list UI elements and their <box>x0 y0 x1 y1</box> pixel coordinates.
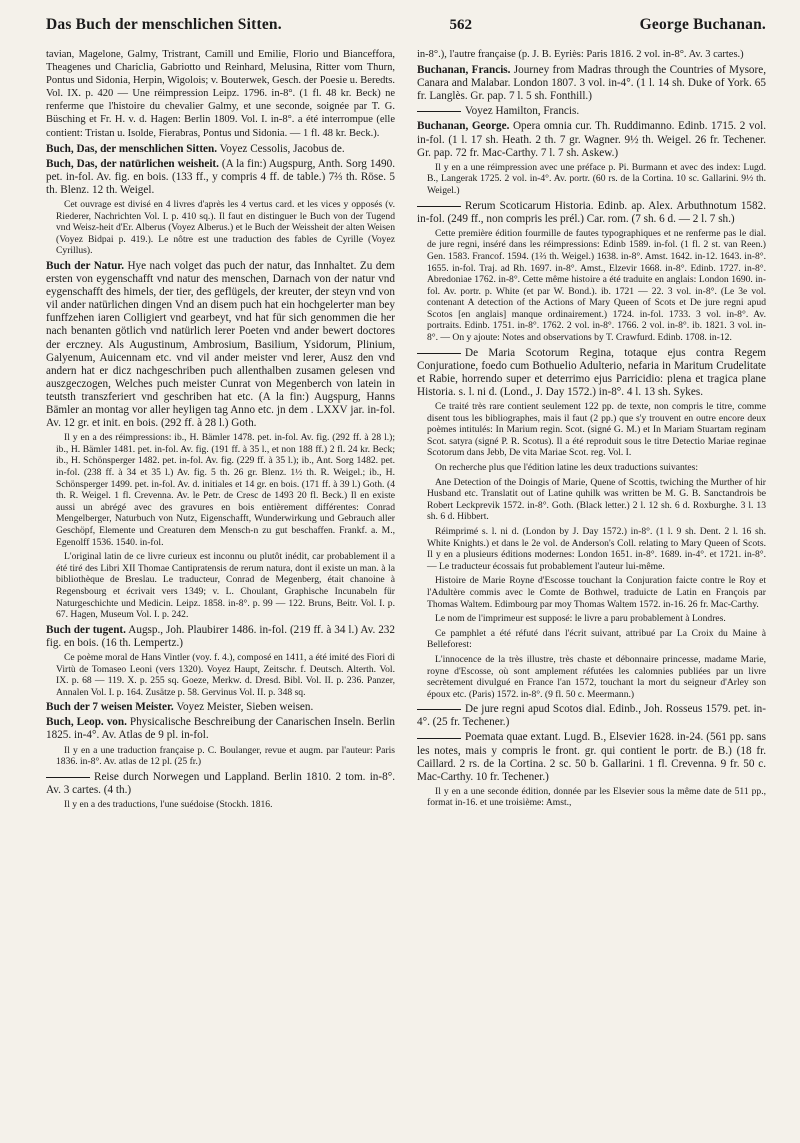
ditto-dash <box>417 738 461 739</box>
two-column-body <box>46 48 766 814</box>
entry-heading: Buch, Das, der menschlichen Sitten. <box>46 142 218 155</box>
entry-text: Hye nach volget das puch der natur, das Innhaltet. Zu dem ersten von eygenschafft vnd natur des menschen, Darnach von der natur vnd eygenschafft des himels, der tier, des geflügels, der kreuter, der steyn vnd von vil ander natürlichen dingen Vnd an disem puch hat ein hochgelerter man bey funffzehen iaren Colligiert vnd gearbeyt, vnd hat für sich genommen die her nach benanten götlich vnd natürlich lerer Poeten vnd ander bewert doctores der erczney. Als Augustinum, Ambrosium, Basilium, Ysidorum, Plinium, Galyenum, Auicennam etc. vnd vil ander meister vnd lerer, Ausz den vnd andern hat er dicz nachgeschriben puch allenthalben zusamen gelesen vnd auszgeczogen, Welches puch meister Cunrat von Megenberch von latein in teutsth transzferiert vnd geschriben hat etc. (A la fin:) Augspurg, Hanns Bämler an montag vor aller heyligen tag Anno etc. jn dem . LXXV jar. in-fol. Av. 12 gr. et init. en bois. (292 ff. à 28 l.) Goth. <box>46 260 395 430</box>
sub-entry <box>417 347 766 399</box>
entry-heading: Buch, Das, der natürlichen weisheit. <box>46 157 219 170</box>
sub-entry-text: Poemata quae extant. Lugd. B., Elsevier 1628. in-24. (561 pp. sans les notes, mais y compris le front. gr. qui contient le portr. de B.) (18 fr. Caillard. 2 rs. de la Cortina. 2 sc. 50 b. Gallarini. 1 fl. Crevenna. 9 fr. 50 c. Mac-Carthy. 10 fr. Techener.) <box>417 731 766 783</box>
entry-note: Il y en a des réimpressions: ib., H. Bämler 1478. pet. in-fol. Av. fig. (292 ff. à 28 l.); ib., H. Bämler 1481. pet. in-fol. Av. fig. (191 ff. à 35 l., et non 188 ff.) 2 fl. 24 kr. Beck; ib., H. Schönsperger 1482. pet. in-fol. Av. fig. (229 ff. à 35 l.); ib., Ant. Sorg 1482. pet. in-fol. (238 ff. à 34 et 35 l.) Av. fig. 5 th. 26 gr. Blenz. 1½ th. R. Weigel.; ib., H. Schönsperger 1499. pet. in-fol. Av. d. initiales et 14 gr. en bois. (171 ff. à 39 l.) Goth. (4 th. R. Weigel. 1 fl. Crevenna. Av. le Petr. de Cresc de 1493 20 fl. Beck.) Il en existe aussi un abrégé avec des gravures en bois entièrement différentes: Conrad Mengelberger, Naturbuch von Nutz, Eigenschafft, Wunderwirkung und Gebrauch aller Geschöpf, Elemente und Creaturen dem Mensch-n zu gut beschaffen. Frankf. a. M., Egenolff 1536. 1540. in-fol. <box>56 432 395 548</box>
entry-note: L'innocence de la très illustre, très chaste et débonnaire princesse, madame Marie, royne d'Escosse, où sont amplement réfutées les calomnies publiées par un livre secrètement divulgué en France l'an 1572, touchant la mort du seigneur d'Arley son époux etc. (Paris) 1572. in-8°. (9 fl. 50 c. Meermann.) <box>427 653 766 700</box>
entry-text: (A la fin:) Augspurg, Anth. Sorg 1490. pet. in-fol. Av. fig. en bois. (133 ff., y compris 4 ff. de table.) 7⅔ th. Röse. 5 th. Blenz. 12 th. Weigel. <box>46 157 395 196</box>
sub-entry <box>417 200 766 226</box>
header-left-title: Das Buch der menschlichen Sitten. <box>46 16 282 33</box>
entry-note: Histoire de Marie Royne d'Escosse touchant la Conjuration faicte contre le Roy et l'Adultère commis avec le Comte de Bothwel, traduicte de Latin en François par Thomas Waltem. Edimbourg par moy Thomas Waltem 1572. in-16. 26 fr. Mac-Carthy. <box>427 575 766 610</box>
entry-text: Voyez Cessolis, Jacobus de. <box>217 142 345 155</box>
sub-entry <box>417 731 766 783</box>
entry-note: Ce poème moral de Hans Vintler (voy. f. 4.), composé en 1411, a été imité des Fiori di Virtù de Tomaseo Leoni (vers 1320). Voyez Haupt, Zeitschr. f. Deutsch. Alterth. Vol. IX. p. 68 — 119. X. p. 255 sq. Goeze, Merkw. d. Dresd. Bibl. Vol. II. p. 236. Panzer, Annalen Vol. I. p. 164. Zusätze p. 58. Gervinus Vol. II. p. 348 sq. <box>56 651 395 698</box>
bibliography-entry <box>46 158 395 197</box>
entry-text: Physicalische Beschreibung der Canarischen Inseln. Berlin 1825. in-4°. Av. Atlas de 9 pl. in-fol. <box>46 716 396 742</box>
entry-note: L'original latin de ce livre curieux est inconnu ou plutôt inédit, car probablement il a été tiré des Libri XII Thomae Cantipratensis de rerum natura, dont il existe un man. à la bibliothèque de Breslau. Le traducteur, Conrad de Megenberg, était chanoine à Regensbourg et écrivait vers 1349; v. L. Choulant, Graphische Incunabeln für Naturgeschichte und Medicin. Leipz. 1858. in-8°. p. 99 — 122. Bruns, Beitr. Vol. I. p. 67. Hagen, Museum Vol. I. p. 242. <box>56 551 395 621</box>
left-column <box>46 48 395 814</box>
entry-heading: Buch der Natur. <box>46 260 125 272</box>
bibliography-entry <box>417 64 766 103</box>
bibliography-entry <box>46 143 395 156</box>
entry-note: On recherche plus que l'édition latine les deux traductions suivantes: <box>435 462 699 473</box>
ditto-dash <box>417 206 461 207</box>
entry-note: Il y en a une traduction française p. C. Boulanger, revue et augm. par l'auteur: Paris 1836. in-8°. Av. atlas de 12 pl. (25 fr.) <box>56 744 395 768</box>
entry-heading: Buch, Leop. von. <box>46 716 127 729</box>
entry-note: Ane Detection of the Doingis of Marie, Quene of Scottis, twiching the Murther of hir Husband etc. Translatit out of Latine quhilk was written be M. G. B. Sanctandrois be Robert Leckprevik 1572. in-8°. Goth. (Black letter.) 2 l. 12 sh. 6 d. Roxburghe. 3 l. 13 sh. 6 d. Hibbert. <box>427 476 766 523</box>
sub-entry-text: Rerum Scoticarum Historia. Edinb. ap. Alex. Arbuthnotum 1582. in-fol. (249 ff., non compris les prél.) Car. rom. (7 sh. 6 d. — 2 l. 7 sh.) <box>417 199 766 225</box>
entry-text: Journey from Madras through the Countries of Mysore, Canara and Malabar. London 1807. 3 vol. in-4°. (1 l. 14 sh. Duke of York. 65 fr. Langlès. Gr. pap. 7 l. 5 sh. Fonthill.) <box>417 64 766 103</box>
sub-entry <box>417 105 766 118</box>
entry-text: Augsp., Joh. Plaubirer 1486. in-fol. (219 ff. à 34 l.) Av. 232 fig. en bois. (16 th. Lempertz.) <box>46 623 395 649</box>
entry-note: Cette première édition fourmille de fautes typographiques et ne renferme pas le dial. de jure regni, inséré dans les réimpressions: Edinb 1589. in-fol. (1 fl. 2 st. van Reen.) Gen. 1583. Francof. 1594. (1⅔ th. Weigel.) 1638. in-8°. Amst. 1642. in-12. 1643. in-8°. 1655. in-fol. Traj. ad Rh. 1697. in-8°. Amst., Elzevir 1668. in-8°. Edinb. 1727. in-8°. Abredoniae 1762. in-8°. Cette même histoire a été traduite en anglais: London 1690. in-fol. Av. portr. p. White (et par W. Bond.). ib. 1721 — 22. 3 vol. in-8°. (Le 3e vol. contenant A detection of the Actions of Mary Queen of Scots et De jure regni apud Scotos [en anglais] manque ordinairement.) 1724. in-fol. 1733. 3 vol. in-8°. Av. portraits. Edinb. 1751. in-8°. 1762. 2 vol. in-8°. 1766. 2 vol. in-8°. ib. 1821. 3 vol. in-8°. — On y ajoute: Notes and observations by T. Crawfurd. Edinb. 1708. in-12. <box>427 227 766 344</box>
entry-note: Le nom de l'imprimeur est supposé: le livre a paru probablement à Londres. <box>435 613 726 625</box>
entry-heading: Buchanan, Francis. <box>417 64 511 77</box>
entry-note: Cet ouvrage est divisé en 4 livres d'après les 4 vertus card. et les vices y opposés (v. Riederer, Nachrichten Vol. I. p. 410 sq.). Il faut en distinguer le Buch von der Tugend vnd Weisz-heit d'Er. Alberus (Voyez Alberus.) et le Buch der Weissheit der alten Weisen (Voyez Bidpai p. 419.). Le nôtre est une traduction des fables de Cyrille (Voyez Cyrillus). <box>56 199 395 257</box>
sub-entry <box>417 703 766 729</box>
ditto-dash <box>417 353 461 354</box>
entry-text: Voyez Meister, Sieben weisen. <box>173 701 314 714</box>
bibliography-entry <box>46 701 395 714</box>
sub-entry-text: Voyez Hamilton, Francis. <box>465 105 580 118</box>
bibliography-entry <box>417 120 766 159</box>
entry-note: Il y en a une réimpression avec une préface p. Pi. Burmann et avec des index: Lugd. B., Langerak 1725. 2 vol. in-4°. Av. portr. (60 rs. de la Cortina. 10 sc. Gallarini. 9½ th. Weigel.) <box>427 161 766 196</box>
ditto-dash <box>46 777 90 778</box>
entry-note: Ce traité très rare contient seulement 122 pp. de texte, non compris le titre, comme disent tous les bibliographes, mais il faut (2 pp.) que s'y trouvent en outre encore deux poèmes intitulés: In Marium regin. Scot. (signé G. M.) et In Mariam Stuartam reginam Scot. satyra (signé P. R. Scotus). Il a été reproduit sous le titre Detectio Mariae reginae Scotorum dans Jebb, De vita Mariae Scot. reg. Vol. I. <box>427 401 766 459</box>
ditto-dash <box>417 709 461 710</box>
bibliography-entry <box>46 624 395 650</box>
sub-entry-text: De jure regni apud Scotos dial. Edinb., Joh. Rosseus 1579. pet. in-4°. (25 fr. Techener.) <box>417 703 766 729</box>
header-right-title: George Buchanan. <box>639 16 766 33</box>
sub-entry <box>46 771 395 797</box>
entry-note: Il y en a des traductions, l'une suédoise (Stockh. 1816. <box>64 798 273 810</box>
sub-entry-text: De Maria Scotorum Regina, totaque ejus contra Regem Conjuratione, foedo cum Bothuelio Adulterio, nefaria in Maritum Crudelitate et Rabie, horrendo super et deterrimo ejus Parricidio: plena et tragica plane Historia. s. l. ni d. (Lond., J. Day 1572.) in-8°. 4 l. 13 sh. Sykes. <box>417 346 766 398</box>
entry-note: Ce pamphlet a été réfuté dans l'écrit suivant, attribué par La Croix du Maine à Belleforest: <box>427 627 766 651</box>
continued-text: tavian, Magelone, Galmy, Tristrant, Camill und Emilie, Florio und Bianceffora, Theagenes und Chariclia, Gabriotto und Reinhard, Melusina, Ritter vom Thurn, Pontus und Sidonia, Herpin, Wigolois; v. Bouterwek, Gesch. der Poesie u. Beredts. Vol. IX. p. 420 — Une réimpression Leipz. 1796. in-8°. (1 fl. 48 kr. Beck) ne renferme que l'histoire du chevalier Galmy, et une seconde, soignée par T. G. Büsching et Fr. H. v. d. Hagen: Berlin 1809. Vol. I. in-8°. a été interrompue (elle contient: Tristan u. Isolde, Fierabras, Pontus und Sidonia. — 1 fl. 48 kr. Beck.). <box>46 49 395 139</box>
running-header <box>46 16 766 42</box>
entry-note: Réimprimé s. l. ni d. (London by J. Day 1572.) in-8°. (1 l. 9 sh. Dent. 2 l. 16 sh. White Knights.) et dans le 2e vol. de Anderson's Coll. relating to Mary Queen of Scots. Il y en a plusieurs éditions modernes: London 1651. in-8°. 1689. in-4°. et 1721. in-8°. — Le traducteur écossais fut probablement l'auteur lui-même. <box>427 525 766 572</box>
entry-heading: Buch der tugent. <box>46 623 126 636</box>
entry-note: Il y en a une seconde édition, donnée par les Elsevier sous la même date de 511 pp., format in-16. et une troisième: Amst., <box>427 785 766 809</box>
bibliography-entry <box>46 716 395 742</box>
entry-heading: Buchanan, George. <box>417 120 510 133</box>
entry-text: Opera omnia cur. Th. Ruddimanno. Edinb. 1715. 2 vol. in-fol. (1 l. 17 sh. Heath. 2 th. 7 gr. Wagner. 9½ th. Weigel. 26 fr. Techener. Gr. pap. 72 fr. Mac-Carthy. 7 l. 7 sh. Askew.) <box>417 120 766 159</box>
sub-entry-text: Reise durch Norwegen und Lappland. Berlin 1810. 2 tom. in-8°. Av. 3 cartes. (4 th.) <box>46 770 395 796</box>
bibliography-entry <box>46 260 395 430</box>
continued-text: in-8°.), l'autre française (p. J. B. Eyriès: Paris 1816. 2 vol. in-8°. Av. 3 cartes.) <box>417 49 744 60</box>
right-column <box>417 48 766 814</box>
page-number: 562 <box>449 17 472 33</box>
entry-heading: Buch der 7 weisen Meister. <box>46 701 174 714</box>
ditto-dash <box>417 111 461 112</box>
